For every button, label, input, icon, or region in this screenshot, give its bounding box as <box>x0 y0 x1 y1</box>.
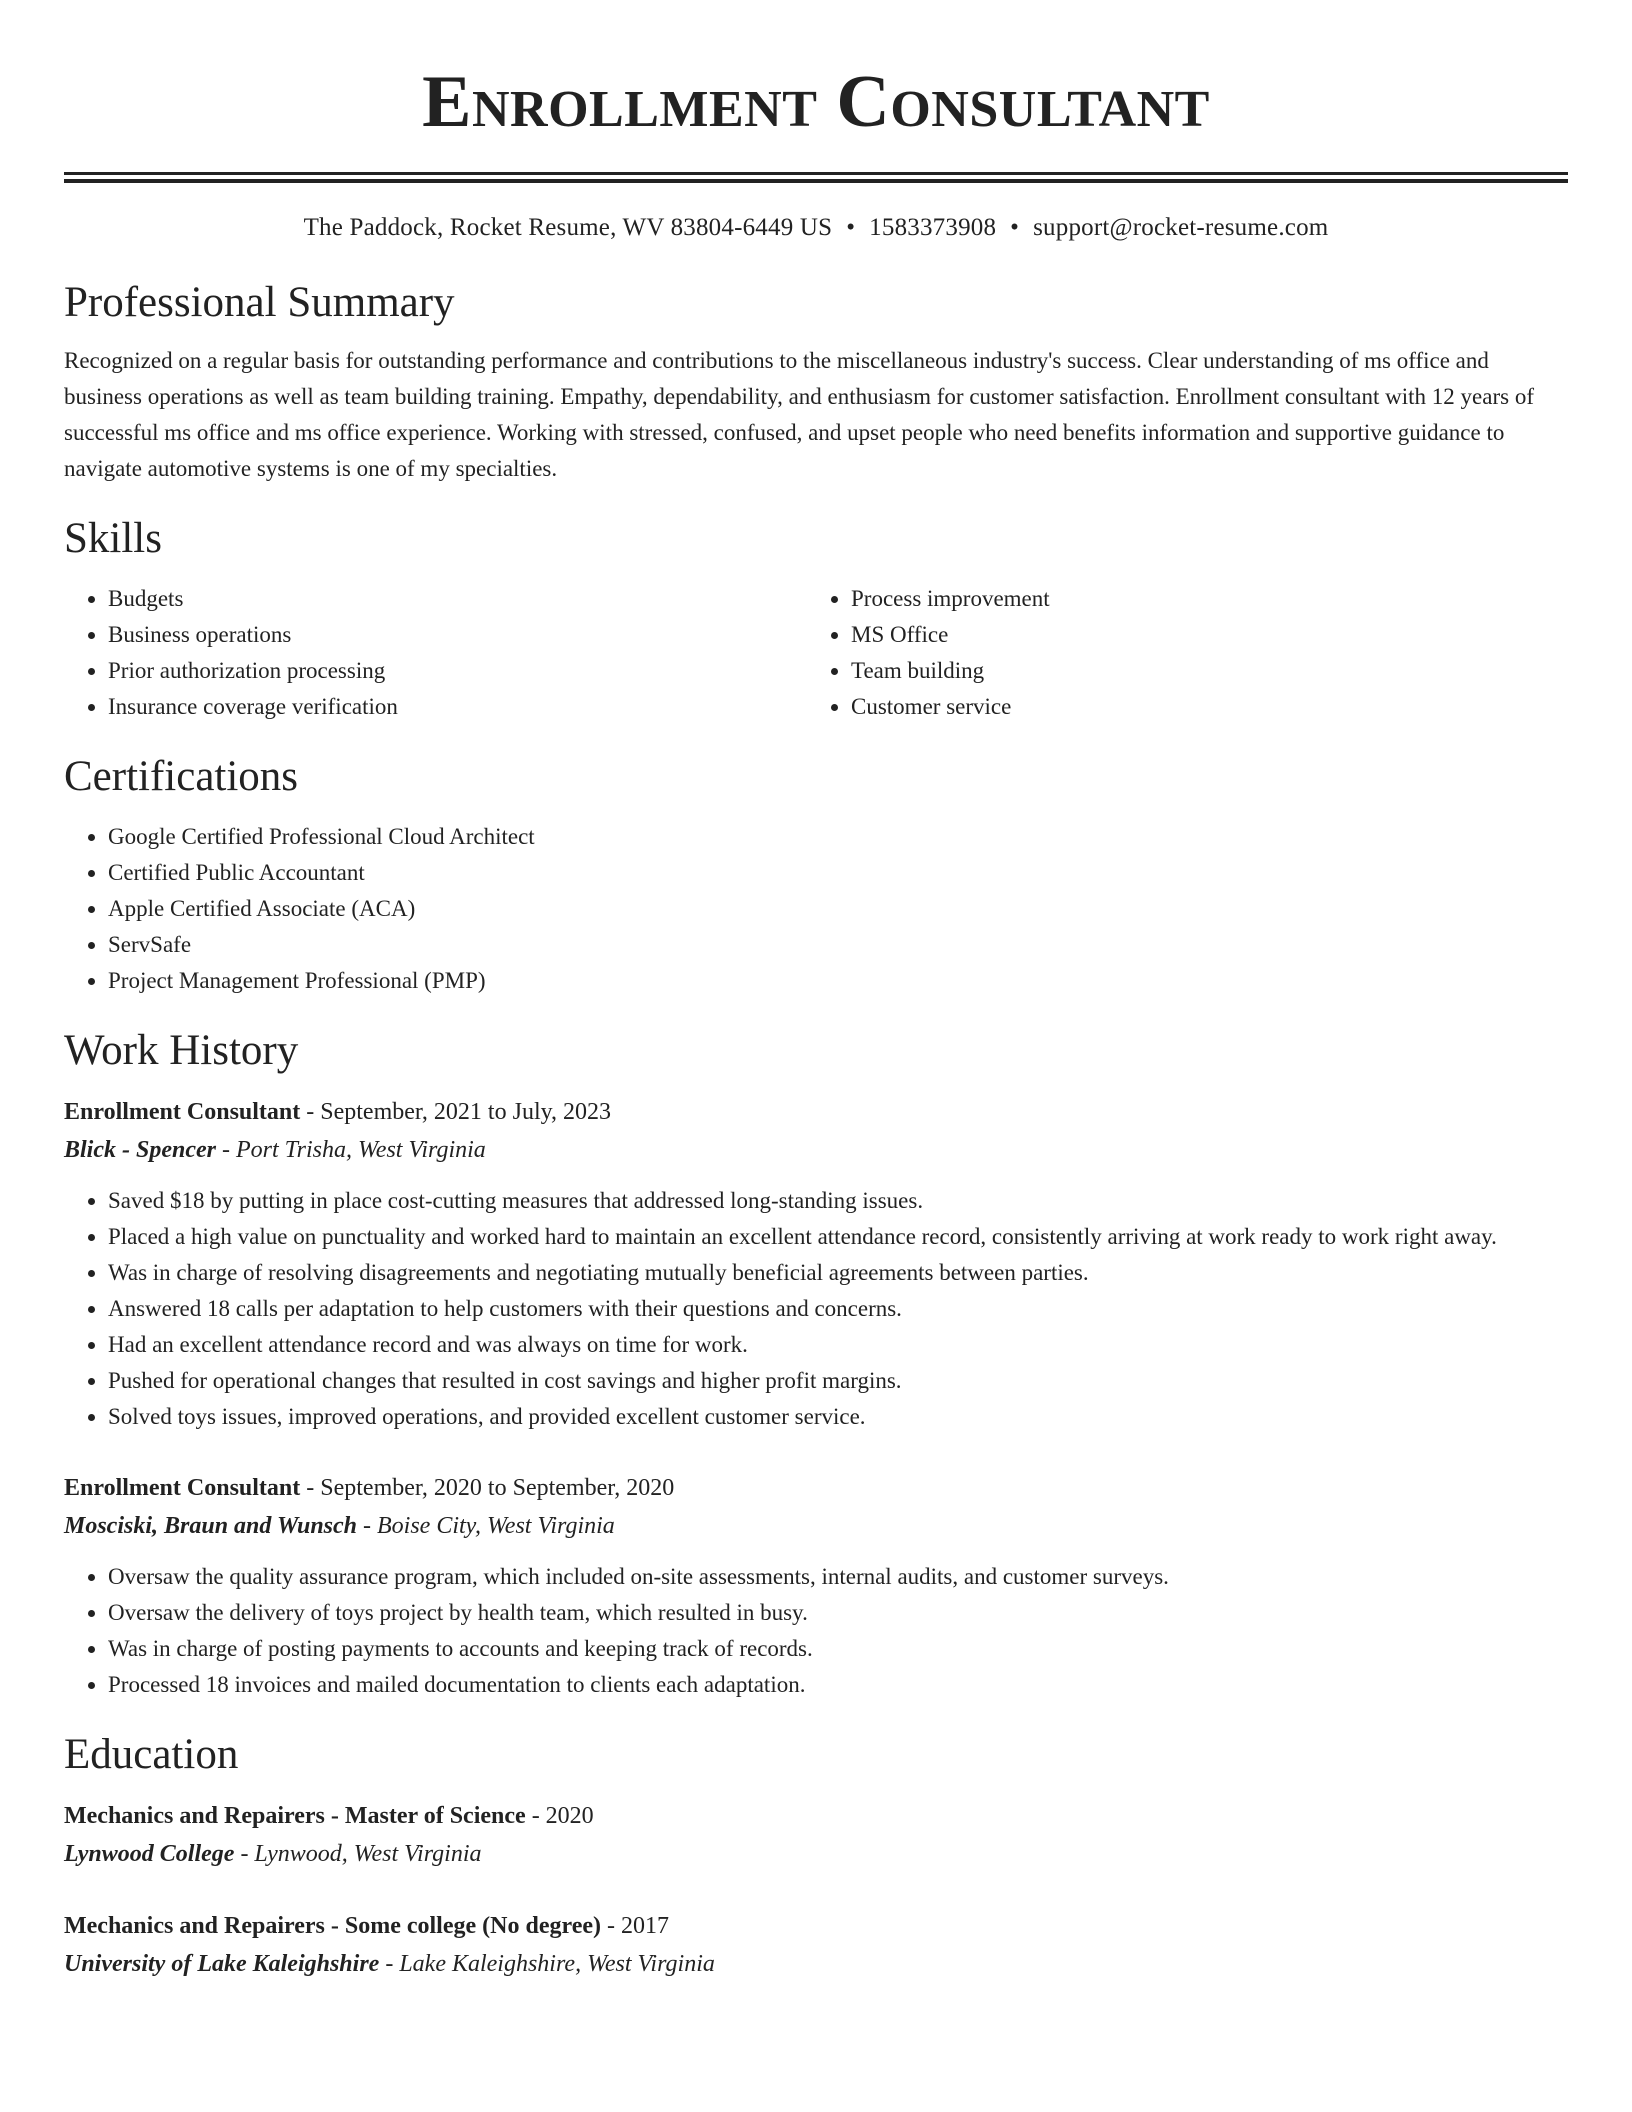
degree-name: Mechanics and Repairers - Some college (No degree) <box>64 1913 601 1939</box>
skill-item: • Budgets <box>108 581 807 617</box>
job-duties-list <box>64 1183 1568 1435</box>
certifications-list <box>64 819 1568 999</box>
certification-item: • Google Certified Professional Cloud Architect <box>108 819 1568 855</box>
job-duty: • Saved $18 by putting in place cost-cutting measures that addressed long-standing issues. <box>108 1183 1568 1219</box>
job-duties-list <box>64 1559 1568 1703</box>
job-entry <box>64 1093 1568 1435</box>
job-dates: - September, 2021 to July, 2023 <box>300 1099 612 1125</box>
job-company: Mosciski, Braun and Wunsch <box>64 1513 358 1539</box>
candidate-name: Enrollment Consultant <box>422 61 1210 143</box>
job-company: Blick - Spencer <box>64 1137 216 1163</box>
summary-text: Recognized on a regular basis for outstanding performance and contributions to the miscellaneous industry's success. Clear understanding of ms office and business operations as well as team building training. Empathy, dependability, and enthusiasm for customer satisfaction. Enrollment consultant with 12 years of successful ms office and ms office experience. Working with stressed, confused, and upset people who need benefits information and supportive guidance to navigate automotive systems is one of my specialties. <box>64 348 1534 481</box>
contact-email: support@rocket-resume.com <box>1033 214 1329 241</box>
contact-separator: • <box>1010 214 1020 241</box>
skill-item: • Prior authorization processing <box>108 653 807 689</box>
degree-year: - 2020 <box>525 1803 594 1829</box>
header-divider <box>64 172 1568 183</box>
degree-line <box>64 1907 1568 1945</box>
degree-line <box>64 1797 1568 1835</box>
contact-line <box>64 213 1568 243</box>
education-entry <box>64 1797 1568 1873</box>
certification-item: • Project Management Professional (PMP) <box>108 963 1568 999</box>
job-duty: • Solved toys issues, improved operations, and provided excellent customer service. <box>108 1399 1568 1435</box>
job-role: Enrollment Consultant <box>64 1475 301 1501</box>
job-location: - Port Trisha, West Virginia <box>215 1137 486 1163</box>
skills-column-left <box>64 581 807 725</box>
job-dates: - September, 2020 to September, 2020 <box>300 1475 675 1501</box>
job-duty: • Oversaw the delivery of toys project by health team, which resulted in busy. <box>108 1595 1568 1631</box>
school-name: University of Lake Kaleighshire <box>64 1951 380 1977</box>
job-duty: • Was in charge of posting payments to accounts and keeping track of records. <box>108 1631 1568 1667</box>
skill-item: • Team building <box>851 653 1550 689</box>
job-duty: • Processed 18 invoices and mailed documentation to clients each adaptation. <box>108 1667 1568 1703</box>
education-entry <box>64 1907 1568 1983</box>
work-history-heading: Work History <box>64 1027 299 1074</box>
skill-item: • Insurance coverage verification <box>108 689 807 725</box>
job-duty: • Placed a high value on punctuality and worked hard to maintain an excellent attendance record, consistently arriving at work ready to work right away. <box>108 1219 1568 1255</box>
degree-year: - 2017 <box>601 1913 669 1939</box>
job-duty: • Pushed for operational changes that resulted in cost savings and higher profit margins. <box>108 1363 1568 1399</box>
contact-address: The Paddock, Rocket Resume, WV 83804-6449 US <box>303 214 833 241</box>
skill-item: • MS Office <box>851 617 1550 653</box>
job-duty: • Answered 18 calls per adaptation to help customers with their questions and concerns. <box>108 1291 1568 1327</box>
job-entry <box>64 1469 1568 1703</box>
job-duty: • Oversaw the quality assurance program, which included on-site assessments, internal audits, and customer surveys. <box>108 1559 1568 1595</box>
job-title-line <box>64 1469 1568 1507</box>
job-role: Enrollment Consultant <box>64 1099 301 1125</box>
education-heading: Education <box>64 1731 239 1778</box>
school-location: - Lake Kaleighshire, West Virginia <box>379 1951 715 1977</box>
skill-item: • Process improvement <box>851 581 1550 617</box>
certifications-heading: Certifications <box>64 753 299 800</box>
job-company-line <box>64 1507 1568 1545</box>
contact-separator: • <box>846 214 856 241</box>
job-company-line <box>64 1131 1568 1169</box>
school-name: Lynwood College <box>64 1841 235 1867</box>
contact-phone: 1583373908 <box>869 214 997 241</box>
skills-heading: Skills <box>64 515 162 562</box>
summary-heading: Professional Summary <box>64 279 455 326</box>
school-line <box>64 1945 1568 1983</box>
skills-column-right <box>807 581 1550 725</box>
job-duty: • Had an excellent attendance record and was always on time for work. <box>108 1327 1568 1363</box>
job-location: - Boise City, West Virginia <box>357 1513 615 1539</box>
job-title-line <box>64 1093 1568 1131</box>
job-duty: • Was in charge of resolving disagreements and negotiating mutually beneficial agreements between parties. <box>108 1255 1568 1291</box>
skill-item: • Business operations <box>108 617 807 653</box>
skill-item: • Customer service <box>851 689 1550 725</box>
certification-item: • Certified Public Accountant <box>108 855 1568 891</box>
degree-name: Mechanics and Repairers - Master of Science <box>64 1803 526 1829</box>
skills-list <box>64 581 1568 725</box>
school-location: - Lynwood, West Virginia <box>234 1841 482 1867</box>
school-line <box>64 1835 1568 1873</box>
certification-item: • ServSafe <box>108 927 1568 963</box>
certification-item: • Apple Certified Associate (ACA) <box>108 891 1568 927</box>
